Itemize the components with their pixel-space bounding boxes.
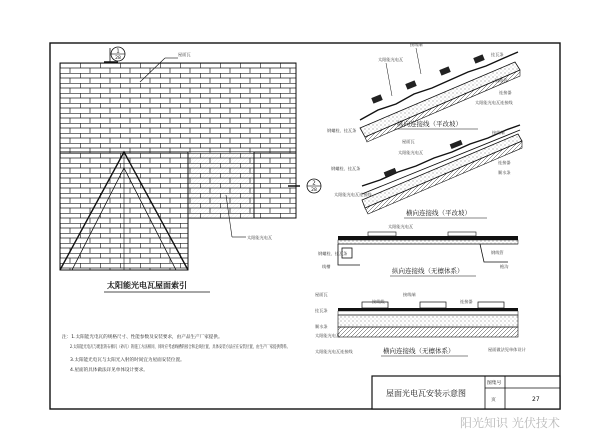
svg-text:太阳能光电瓦连接线: 太阳能光电瓦连接线 (475, 100, 513, 105)
svg-text:钢线管: 钢线管 (491, 250, 504, 255)
detail-vertical-flat (327, 41, 520, 142)
roof-plan (60, 47, 321, 292)
svg-text:太阳能光电瓦: 太阳能光电瓦 (315, 333, 341, 338)
detail-4-title: 横向连接线（无檩体系） (383, 347, 455, 355)
detail-vertical-purlinless (318, 223, 518, 276)
page-number: 27 (532, 396, 540, 403)
label-roof-tile: 屋面瓦 (178, 52, 191, 57)
detail-3-title: 纵向连接线（无檩体系） (392, 267, 464, 275)
note-2: 2.太阳能光电瓦与配套的石棉瓦（砂瓦）的施工方法相同，同时应考虑线槽的接合和走线位置，具体安装方法应在安装位置，由生产厂家提供资料。 (70, 345, 369, 350)
svg-text:太阳能光电瓦: 太阳能光电瓦 (378, 57, 404, 62)
svg-text:连接器: 连接器 (499, 90, 512, 95)
detail-1-title: 纵向连接线（平改坡） (397, 120, 462, 128)
svg-text:线槽: 线槽 (322, 264, 331, 269)
svg-text:顺水条: 顺水条 (498, 170, 511, 175)
label-solar-tile: 太阳能光电瓦 (247, 235, 273, 240)
detail-horizontal-purlinless (315, 291, 527, 356)
note-4: 4.屋面的具体做法详见单体设计要求。 (70, 368, 148, 373)
svg-text:屋面瓦: 屋面瓦 (402, 139, 415, 144)
svg-text:28: 28 (115, 56, 121, 61)
svg-text:顺水条: 顺水条 (315, 324, 328, 329)
svg-text:挂瓦条: 挂瓦条 (491, 52, 504, 57)
detail-2-title: 横向连接线（平改坡） (406, 209, 471, 217)
svg-text:太阳能光电瓦连接线: 太阳能光电瓦连接线 (334, 192, 372, 197)
detail-horizontal-flat (331, 125, 522, 218)
svg-text:连接器: 连接器 (498, 160, 511, 165)
atlas-label: 图集号 (487, 381, 502, 386)
svg-text:28: 28 (311, 188, 317, 193)
note-3: 3.太阳能光电瓦与太阳光入射的时间宜为屋面安装位置。 (70, 358, 185, 363)
svg-text:接线端: 接线端 (403, 292, 416, 297)
page-label: 页 (491, 398, 496, 403)
svg-text:接线端: 接线端 (492, 130, 505, 135)
svg-text:屋面瓦: 屋面瓦 (315, 292, 328, 297)
note-1: 注：1.太阳能光电瓦的规格尺寸、性能参数及安装要求，由产品生产厂家提供。 (62, 335, 223, 340)
drawing-title: 屋面光电瓦安装示意图 (386, 389, 466, 398)
svg-text:太阳能光电瓦: 太阳能光电瓦 (388, 224, 414, 229)
svg-text:钢螺栓、挂瓦条: 钢螺栓、挂瓦条 (318, 251, 348, 256)
watermark: 阳光知识 光伏技术 (460, 416, 560, 430)
svg-text:连接器: 连接器 (460, 299, 473, 304)
svg-text:檐沟: 檐沟 (500, 264, 509, 269)
svg-text:屋面做法见单体设计: 屋面做法见单体设计 (488, 347, 526, 352)
svg-text:钢螺栓、挂瓦条: 钢螺栓、挂瓦条 (331, 166, 361, 171)
svg-text:1: 1 (116, 48, 120, 55)
svg-text:挂瓦条: 挂瓦条 (315, 308, 328, 313)
svg-text:钢线管: 钢线管 (495, 78, 508, 83)
svg-text:太阳能光电瓦: 太阳能光电瓦 (398, 150, 424, 155)
roof-plan-caption: 太阳能光电瓦屋面索引 (107, 281, 187, 290)
svg-text:2: 2 (312, 180, 316, 187)
svg-text:钢螺栓、挂瓦条: 钢螺栓、挂瓦条 (327, 128, 357, 133)
svg-text:太阳能光电瓦连接线: 太阳能光电瓦连接线 (315, 349, 353, 354)
svg-text:接线线: 接线线 (372, 299, 385, 304)
svg-text:接线端: 接线端 (410, 42, 423, 47)
title-block (372, 376, 560, 409)
